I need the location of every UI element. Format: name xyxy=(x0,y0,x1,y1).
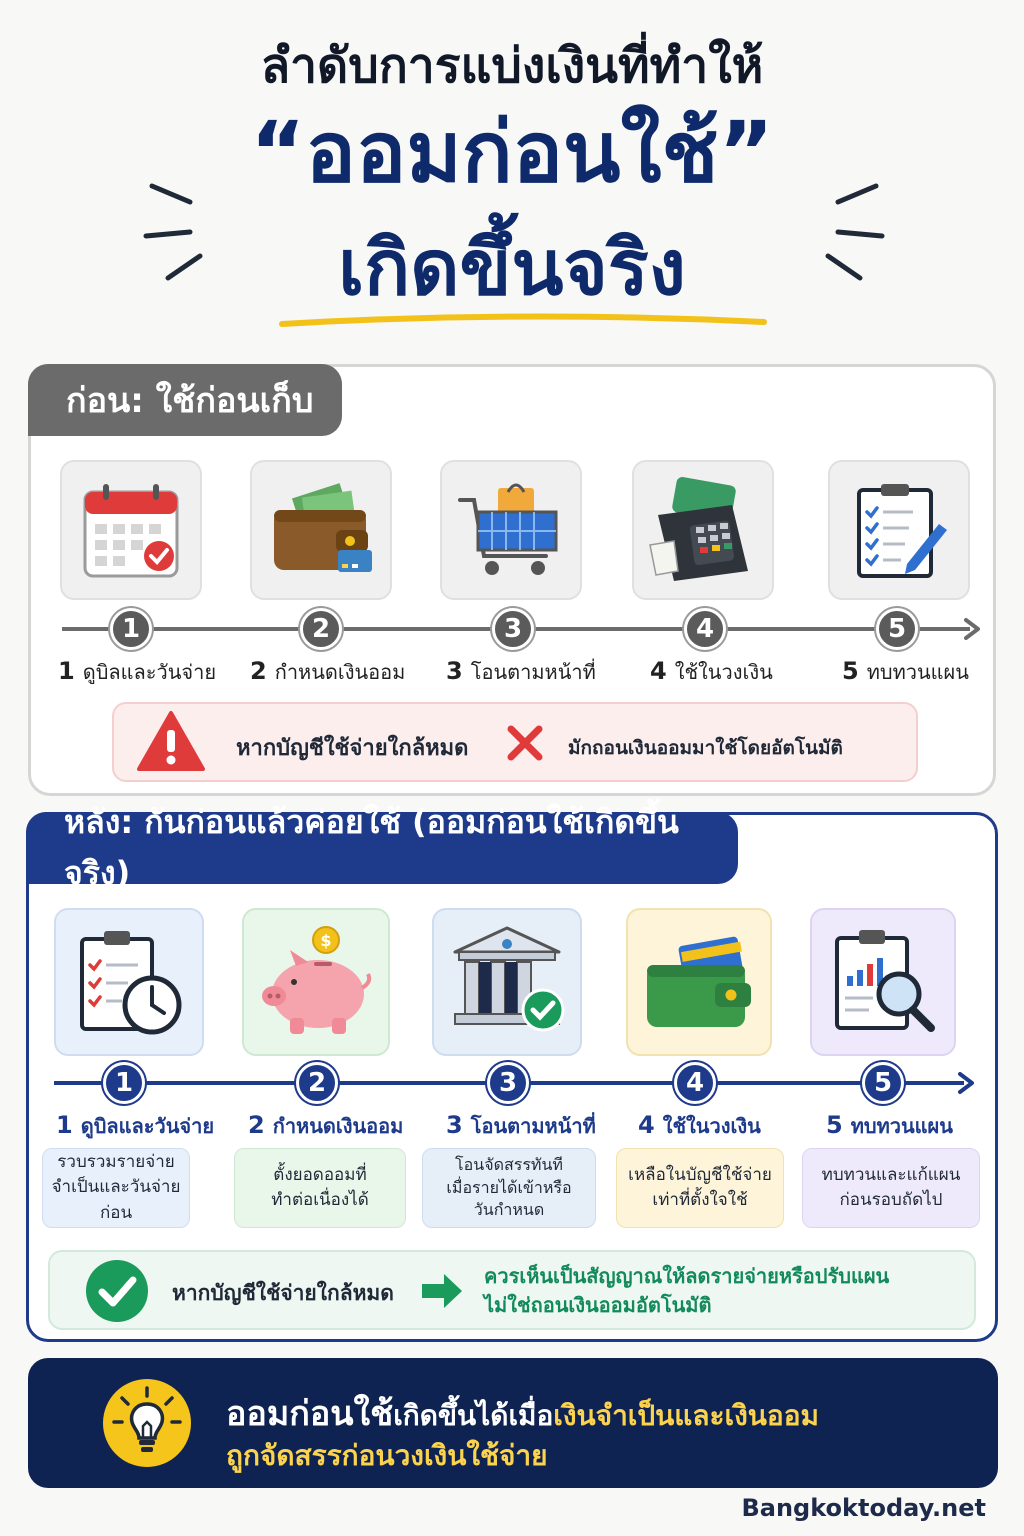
after-card-3 xyxy=(432,908,582,1056)
right-emphasis-rays xyxy=(818,178,888,288)
before-step-1-label: 1 ดูบิลและวันจ่าย xyxy=(58,657,217,685)
before-step-4-label: 4 ใช้ในวงเงิน xyxy=(650,657,773,685)
piggy-bank-icon xyxy=(256,922,376,1042)
after-step-4-desc: เหลือในบัญชีใช้จ่าย เท่าที่ตั้งใจใช้ xyxy=(616,1148,784,1228)
svg-text:$: $ xyxy=(320,931,332,950)
before-card-3 xyxy=(440,460,582,600)
before-step-5-number: 5 xyxy=(876,608,918,650)
after-step-5-number: 5 xyxy=(862,1062,904,1104)
after-step-5-desc: ทบทวนและแก้แผน ก่อนรอบถัดไป xyxy=(802,1148,980,1228)
title-line-3: เกิดขึ้นจริง xyxy=(338,223,686,312)
after-step-2-desc: ตั้งยอดออมที่ ทำต่อเนื่องได้ xyxy=(234,1148,406,1228)
before-tag: ก่อน: ใช้ก่อนเก็บ xyxy=(28,364,342,436)
check-circle-icon xyxy=(84,1258,150,1324)
after-tag: หลัง: กันก่อนแล้วค่อยใช้ (ออมก่อนใช้เกิดขึ้นจริง) xyxy=(26,812,738,884)
after-step-1-desc: รวบรวมรายจ่าย จำเป็นและวันจ่ายก่อน xyxy=(42,1148,190,1228)
before-step-2-number: 2 xyxy=(300,608,342,650)
green-wallet-icon xyxy=(641,927,757,1037)
after-step-2-number: 2 xyxy=(296,1062,338,1104)
banner-line-1: ออมก่อนใช้เกิดขึ้นได้เมื่อเงินจำเป็นและเงินออม xyxy=(226,1394,820,1434)
before-card-4 xyxy=(632,460,774,600)
title-line-1: ลำดับการแบ่งเงินที่ทำให้ xyxy=(260,38,764,94)
after-step-4-number: 4 xyxy=(674,1062,716,1104)
banner-line-2: ถูกจัดสรรก่อนวงเงินใช้จ่าย xyxy=(226,1439,548,1472)
after-step-1-label: 1 ดูบิลและวันจ่าย xyxy=(56,1111,215,1139)
before-card-1 xyxy=(60,460,202,600)
after-step-1-number: 1 xyxy=(103,1062,145,1104)
card-terminal-icon xyxy=(648,475,758,585)
after-step-2-label: 2 กำหนดเงินออม xyxy=(248,1111,404,1139)
before-step-1-number: 1 xyxy=(110,608,152,650)
arrow-right-icon xyxy=(420,1272,464,1310)
after-step-3-label: 3 โอนตามหน้าที่ xyxy=(446,1111,596,1139)
before-card-5 xyxy=(828,460,970,600)
warning-icon xyxy=(136,710,206,772)
lightbulb-icon xyxy=(102,1378,192,1468)
wallet-icon xyxy=(266,478,376,582)
before-card-2 xyxy=(250,460,392,600)
before-step-2-label: 2 กำหนดเงินออม xyxy=(250,657,406,685)
before-warning-condition: หากบัญชีใช้จ่ายใกล้หมด xyxy=(236,736,469,761)
shopping-cart-icon xyxy=(456,478,566,582)
bank-check-icon xyxy=(447,922,567,1042)
before-step-3-label: 3 โอนตามหน้าที่ xyxy=(446,657,596,685)
before-step-3-number: 3 xyxy=(492,608,534,650)
before-warning-result: มักถอนเงินออมมาใช้โดยอัตโนมัติ xyxy=(568,737,843,759)
after-step-4-label: 4 ใช้ในวงเงิน xyxy=(638,1111,761,1139)
report-magnifier-icon xyxy=(825,924,941,1040)
site-credit: Bangkoktoday.net xyxy=(741,1494,986,1522)
before-step-4-number: 4 xyxy=(684,608,726,650)
after-step-3-desc: โอนจัดสรรทันที เมื่อรายได้เข้าหรือ วันกำหนด xyxy=(422,1148,596,1228)
after-ok-condition: หากบัญชีใช้จ่ายใกล้หมด xyxy=(172,1281,394,1305)
after-step-3-number: 3 xyxy=(487,1062,529,1104)
clipboard-clock-icon xyxy=(72,925,186,1039)
after-ok-result: ควรเห็นเป็นสัญญาณให้ลดรายจ่ายหรือปรับแผน ไม่ใช่ถอนเงินออมอัตโนมัติ xyxy=(484,1264,890,1317)
cross-icon xyxy=(506,724,544,762)
title-underline xyxy=(278,312,768,330)
title-line-2: “ออมก่อนใช้” xyxy=(250,103,774,201)
after-step-5-label: 5 ทบทวนแผน xyxy=(826,1111,953,1139)
before-step-5-label: 5 ทบทวนแผน xyxy=(842,657,969,685)
after-card-2 xyxy=(242,908,390,1056)
left-emphasis-rays xyxy=(140,178,210,288)
after-card-4 xyxy=(626,908,772,1056)
after-card-1 xyxy=(54,908,204,1056)
clipboard-pen-icon xyxy=(847,478,951,582)
calendar-icon xyxy=(79,478,183,582)
after-card-5 xyxy=(810,908,956,1056)
